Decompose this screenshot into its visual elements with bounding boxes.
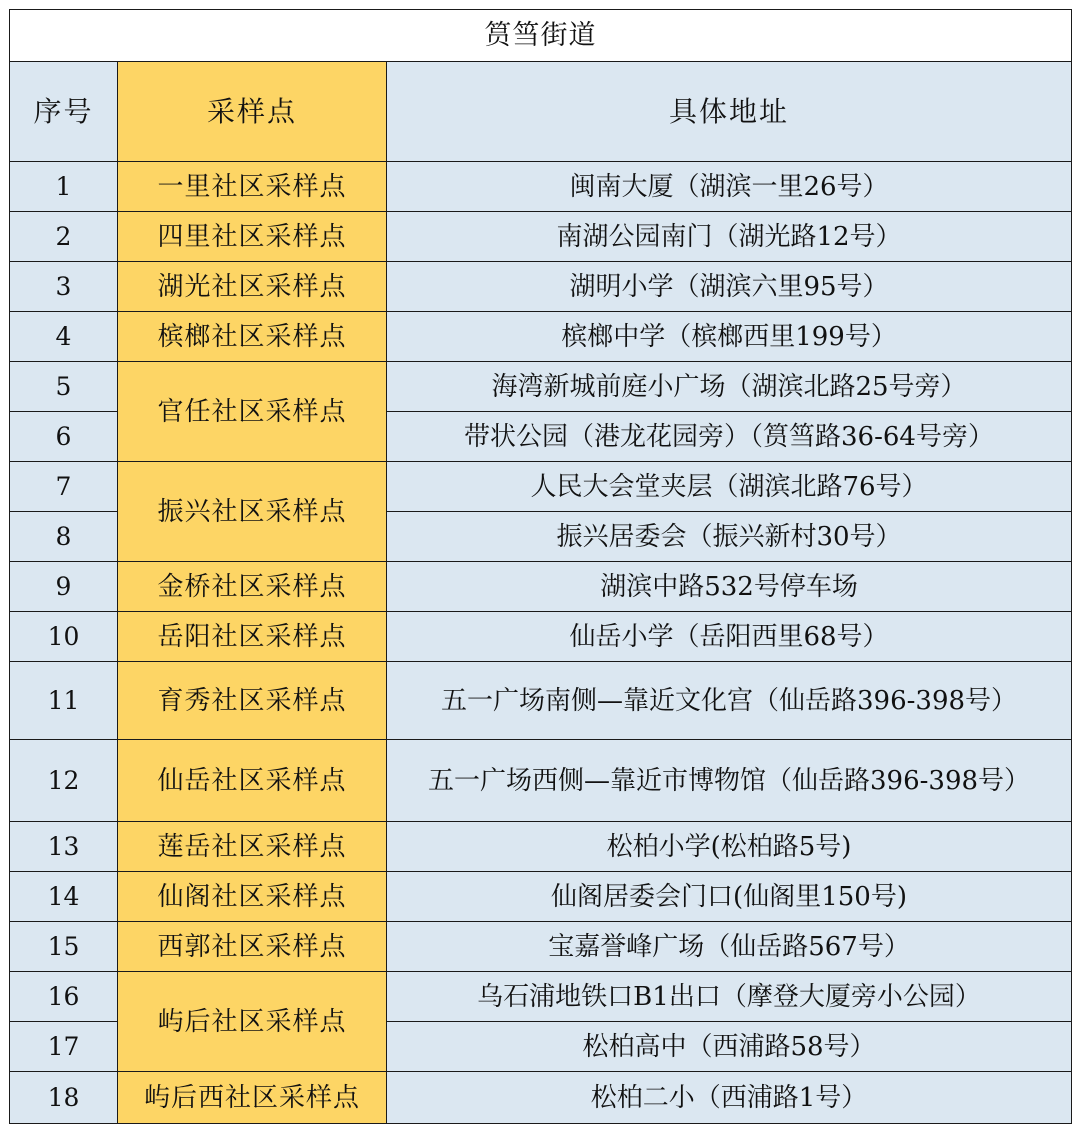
site-address: 湖滨中路532号停车场 xyxy=(387,562,1072,612)
row-number: 6 xyxy=(10,412,118,462)
site-name: 仙岳社区采样点 xyxy=(118,740,387,822)
site-address: 乌石浦地铁口B1出口（摩登大厦旁小公园） xyxy=(387,972,1072,1022)
site-name: 官任社区采样点 xyxy=(118,362,387,462)
row-number: 1 xyxy=(10,162,118,212)
site-address: 五一广场西侧—靠近市博物馆（仙岳路396-398号） xyxy=(387,740,1072,822)
site-name: 一里社区采样点 xyxy=(118,162,387,212)
table-row xyxy=(10,972,1072,1022)
row-number: 2 xyxy=(10,212,118,262)
title-row xyxy=(10,10,1072,62)
table-row xyxy=(10,462,1072,512)
table-row xyxy=(10,612,1072,662)
row-number: 11 xyxy=(10,662,118,740)
header-address: 具体地址 xyxy=(387,62,1072,162)
site-name: 西郭社区采样点 xyxy=(118,922,387,972)
site-address: 湖明小学（湖滨六里95号） xyxy=(387,262,1072,312)
site-address: 南湖公园南门（湖光路12号） xyxy=(387,212,1072,262)
table-row xyxy=(10,1072,1072,1124)
site-address: 海湾新城前庭小广场（湖滨北路25号旁） xyxy=(387,362,1072,412)
site-name: 岳阳社区采样点 xyxy=(118,612,387,662)
row-number: 16 xyxy=(10,972,118,1022)
site-name: 湖光社区采样点 xyxy=(118,262,387,312)
table-title: 筼筜街道 xyxy=(10,10,1072,62)
site-address: 仙岳小学（岳阳西里68号） xyxy=(387,612,1072,662)
table-row xyxy=(10,822,1072,872)
site-address: 松柏小学(松柏路5号) xyxy=(387,822,1072,872)
site-address: 松柏二小（西浦路1号） xyxy=(387,1072,1072,1124)
header-site: 采样点 xyxy=(118,62,387,162)
row-number: 10 xyxy=(10,612,118,662)
site-name: 育秀社区采样点 xyxy=(118,662,387,740)
table-row xyxy=(10,922,1072,972)
row-number: 14 xyxy=(10,872,118,922)
site-address: 松柏高中（西浦路58号） xyxy=(387,1022,1072,1072)
site-address: 振兴居委会（振兴新村30号） xyxy=(387,512,1072,562)
row-number: 9 xyxy=(10,562,118,612)
site-address: 槟榔中学（槟榔西里199号） xyxy=(387,312,1072,362)
row-number: 7 xyxy=(10,462,118,512)
site-address: 宝嘉誉峰广场（仙岳路567号） xyxy=(387,922,1072,972)
site-name: 槟榔社区采样点 xyxy=(118,312,387,362)
sampling-sites-table-wrapper xyxy=(9,9,1072,1124)
table-row xyxy=(10,662,1072,740)
row-number: 3 xyxy=(10,262,118,312)
site-address: 五一广场南侧—靠近文化宫（仙岳路396-398号） xyxy=(387,662,1072,740)
site-name: 屿后社区采样点 xyxy=(118,972,387,1072)
site-name: 仙阁社区采样点 xyxy=(118,872,387,922)
table-row xyxy=(10,162,1072,212)
row-number: 17 xyxy=(10,1022,118,1072)
site-name: 四里社区采样点 xyxy=(118,212,387,262)
row-number: 13 xyxy=(10,822,118,872)
header-row xyxy=(10,62,1072,162)
table-row xyxy=(10,262,1072,312)
row-number: 4 xyxy=(10,312,118,362)
table-row xyxy=(10,740,1072,822)
site-address: 闽南大厦（湖滨一里26号） xyxy=(387,162,1072,212)
header-index: 序号 xyxy=(10,62,118,162)
table-row xyxy=(10,362,1072,412)
table-row xyxy=(10,872,1072,922)
table-row xyxy=(10,212,1072,262)
table-row xyxy=(10,312,1072,362)
row-number: 15 xyxy=(10,922,118,972)
site-address: 仙阁居委会门口(仙阁里150号) xyxy=(387,872,1072,922)
sampling-sites-table xyxy=(9,9,1072,1124)
site-address: 带状公园（港龙花园旁）（筼筜路36-64号旁） xyxy=(387,412,1072,462)
row-number: 12 xyxy=(10,740,118,822)
row-number: 8 xyxy=(10,512,118,562)
site-name: 莲岳社区采样点 xyxy=(118,822,387,872)
site-address: 人民大会堂夹层（湖滨北路76号） xyxy=(387,462,1072,512)
table-row xyxy=(10,562,1072,612)
site-name: 振兴社区采样点 xyxy=(118,462,387,562)
site-name: 屿后西社区采样点 xyxy=(118,1072,387,1124)
row-number: 5 xyxy=(10,362,118,412)
site-name: 金桥社区采样点 xyxy=(118,562,387,612)
row-number: 18 xyxy=(10,1072,118,1124)
